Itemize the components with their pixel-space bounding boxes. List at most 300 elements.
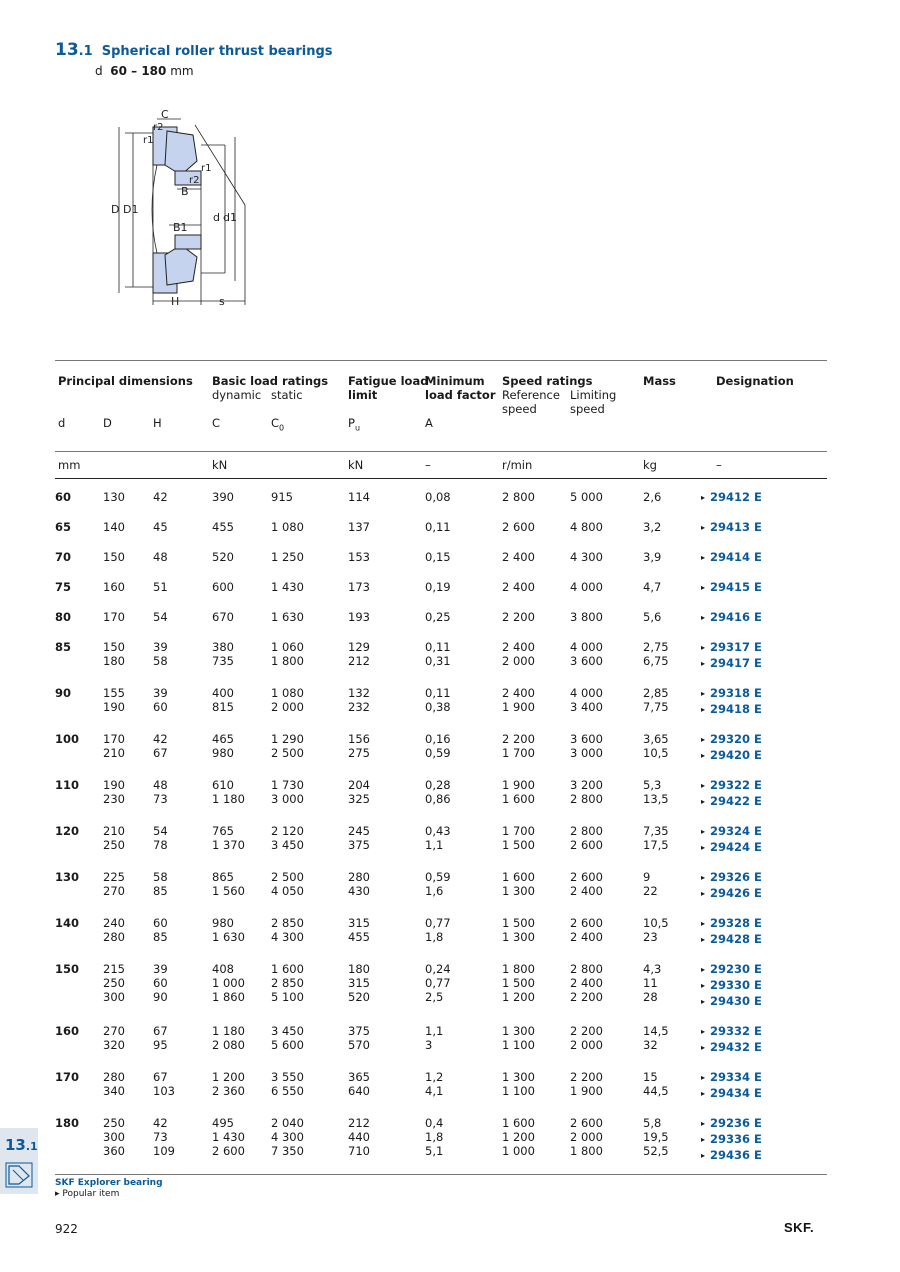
value-lim: 4 000 <box>570 686 603 700</box>
designation-line <box>701 1070 827 1086</box>
value-A: 2,5 <box>425 990 444 1004</box>
value-D: 190 <box>103 778 125 792</box>
value-C0: 5 100 <box>271 990 304 1004</box>
designation-link[interactable]: 29430 E <box>710 994 762 1008</box>
cell-C0 <box>271 824 348 870</box>
cell-Pu <box>348 520 425 550</box>
label-r2: r2 <box>153 122 164 133</box>
table-row <box>55 686 827 732</box>
thrust-bearing-icon <box>5 1162 33 1188</box>
value-ref: 1 700 <box>502 824 535 838</box>
unit-kN-ratings: kN <box>212 458 228 472</box>
cell-C <box>212 962 271 1024</box>
cell-lim <box>570 1116 643 1178</box>
value-C0: 1 600 <box>271 962 304 976</box>
value-H: 42 <box>153 490 168 504</box>
header-reference-speed: Reference speed <box>502 388 560 416</box>
cell-A <box>425 490 502 520</box>
table-row <box>55 520 827 550</box>
bearing-data-table <box>55 490 827 1178</box>
value-ref: 2 400 <box>502 550 535 564</box>
designation-cell <box>701 580 827 610</box>
value-C0: 1 250 <box>271 550 304 564</box>
value-mass: 3,65 <box>643 732 669 746</box>
value-Pu: 129 <box>348 640 370 654</box>
bore-diameter-cell: 60 <box>55 490 72 504</box>
cell-H <box>153 732 212 778</box>
value-lim: 2 000 <box>570 1130 603 1144</box>
value-C: 2 600 <box>212 1144 245 1158</box>
value-C: 600 <box>212 580 234 594</box>
bore-diameter-cell: 140 <box>55 916 80 930</box>
value-ref: 1 500 <box>502 976 535 990</box>
value-A: 0,16 <box>425 732 451 746</box>
designation-line <box>701 640 827 656</box>
value-Pu: 710 <box>348 1144 370 1158</box>
value-A: 0,11 <box>425 640 451 654</box>
popular-item-icon: ▸ <box>701 1027 706 1036</box>
bore-diameter-cell: 85 <box>55 640 72 654</box>
value-lim: 2 800 <box>570 962 603 976</box>
value-mass: 15 <box>643 1070 658 1084</box>
bore-diameter-cell: 150 <box>55 962 80 976</box>
table-row <box>55 732 827 778</box>
value-C0: 4 050 <box>271 884 304 898</box>
value-A: 0,77 <box>425 976 451 990</box>
designation-line <box>701 748 827 764</box>
popular-item-icon: ▸ <box>701 873 706 882</box>
designation-link[interactable]: 29414 E <box>710 550 762 564</box>
section-title: Spherical roller thrust bearings <box>101 44 333 59</box>
cell-C0 <box>271 1070 348 1116</box>
value-D: 170 <box>103 610 125 624</box>
side-tab-number: 13.1 <box>5 1136 38 1154</box>
value-D: 210 <box>103 746 125 760</box>
value-ref: 1 100 <box>502 1084 535 1098</box>
value-H: 39 <box>153 686 168 700</box>
designation-cell <box>701 870 827 916</box>
popular-item-icon: ▸ <box>701 997 706 1006</box>
designation-link[interactable]: 29413 E <box>710 520 762 534</box>
designation-line <box>701 870 827 886</box>
value-D: 150 <box>103 640 125 654</box>
value-lim: 3 800 <box>570 610 603 624</box>
cell-ref <box>502 550 570 580</box>
value-mass: 4,3 <box>643 962 662 976</box>
value-H: 60 <box>153 916 168 930</box>
bearing-cross-section-drawing <box>105 105 255 310</box>
value-A: 0,4 <box>425 1116 444 1130</box>
cell-D <box>103 824 153 870</box>
cell-D <box>103 732 153 778</box>
cell-mass <box>643 732 701 778</box>
label-d1: d1 <box>223 211 237 224</box>
popular-item-icon: ▸ <box>701 1089 706 1098</box>
cell-ref <box>502 640 570 686</box>
value-H: 39 <box>153 962 168 976</box>
cell-A <box>425 778 502 824</box>
designation-line <box>701 840 827 856</box>
designation-link[interactable]: 29334 E <box>710 1070 762 1084</box>
table-row <box>55 824 827 870</box>
designation-line <box>701 1024 827 1040</box>
designation-link[interactable]: 29318 E <box>710 686 762 700</box>
cell-C0 <box>271 490 348 520</box>
cell-H <box>153 778 212 824</box>
cell-A <box>425 610 502 640</box>
cell-A <box>425 870 502 916</box>
value-D: 300 <box>103 1130 125 1144</box>
value-Pu: 173 <box>348 580 370 594</box>
value-mass: 3,2 <box>643 520 662 534</box>
cell-ref <box>502 916 570 962</box>
cell-D <box>103 686 153 732</box>
value-lim: 2 400 <box>570 884 603 898</box>
designation-link[interactable]: 29328 E <box>710 916 762 930</box>
cell-ref <box>502 962 570 1024</box>
value-Pu: 193 <box>348 610 370 624</box>
cell-Pu <box>348 1024 425 1070</box>
value-H: 45 <box>153 520 168 534</box>
designation-link[interactable]: 29418 E <box>710 702 762 716</box>
value-C0: 2 850 <box>271 976 304 990</box>
symbol-A: A <box>425 416 433 430</box>
value-D: 130 <box>103 490 125 504</box>
value-C0: 3 450 <box>271 1024 304 1038</box>
cell-D <box>103 580 153 610</box>
cell-mass <box>643 824 701 870</box>
designation-link[interactable]: 29420 E <box>710 748 762 762</box>
designation-line <box>701 962 827 978</box>
header-principal-dimensions: Principal dimensions <box>58 374 193 388</box>
value-C: 465 <box>212 732 234 746</box>
designation-link[interactable]: 29436 E <box>710 1148 762 1162</box>
cell-lim <box>570 916 643 962</box>
cell-C <box>212 520 271 550</box>
designation-link[interactable]: 29236 E <box>710 1116 762 1130</box>
value-C: 408 <box>212 962 234 976</box>
designation-link[interactable]: 29416 E <box>710 610 762 624</box>
cell-mass <box>643 580 701 610</box>
value-C0: 5 600 <box>271 1038 304 1052</box>
value-ref: 1 300 <box>502 1070 535 1084</box>
value-Pu: 315 <box>348 916 370 930</box>
value-C: 735 <box>212 654 234 668</box>
designation-cell <box>701 520 827 550</box>
value-lim: 2 200 <box>570 990 603 1004</box>
value-lim: 3 600 <box>570 732 603 746</box>
value-A: 0,11 <box>425 686 451 700</box>
value-mass: 2,75 <box>643 640 669 654</box>
value-H: 60 <box>153 700 168 714</box>
value-lim: 4 000 <box>570 580 603 594</box>
designation-cell <box>701 1070 827 1116</box>
label-B: B <box>181 185 189 198</box>
label-s: s <box>219 295 225 308</box>
section-side-tab <box>0 1128 38 1194</box>
cell-C <box>212 640 271 686</box>
value-mass: 13,5 <box>643 792 669 806</box>
designation-link[interactable]: 29322 E <box>710 778 762 792</box>
value-H: 85 <box>153 884 168 898</box>
value-mass: 44,5 <box>643 1084 669 1098</box>
designation-line <box>701 932 827 948</box>
value-C0: 2 000 <box>271 700 304 714</box>
table-row <box>55 870 827 916</box>
value-D: 140 <box>103 520 125 534</box>
designation-line <box>701 1132 827 1148</box>
cell-lim <box>570 732 643 778</box>
designation-cell <box>701 916 827 962</box>
unit-dash-designation: – <box>716 458 722 472</box>
value-ref: 1 100 <box>502 1038 535 1052</box>
cell-Pu <box>348 580 425 610</box>
value-C: 455 <box>212 520 234 534</box>
table-row <box>55 778 827 824</box>
value-mass: 5,6 <box>643 610 662 624</box>
cell-mass <box>643 686 701 732</box>
value-ref: 1 600 <box>502 1116 535 1130</box>
cell-C0 <box>271 640 348 686</box>
table-row <box>55 916 827 962</box>
cell-mass <box>643 916 701 962</box>
value-A: 0,59 <box>425 870 451 884</box>
value-H: 103 <box>153 1084 175 1098</box>
cell-H <box>153 490 212 520</box>
cell-Pu <box>348 824 425 870</box>
table-row <box>55 962 827 1024</box>
cell-A <box>425 1024 502 1070</box>
value-A: 0,77 <box>425 916 451 930</box>
value-ref: 1 200 <box>502 990 535 1004</box>
cell-lim <box>570 962 643 1024</box>
designation-link[interactable]: 29330 E <box>710 978 762 992</box>
designation-link[interactable]: 29336 E <box>710 1132 762 1146</box>
designation-link[interactable]: 29432 E <box>710 1040 762 1054</box>
cell-H <box>153 916 212 962</box>
value-A: 0,38 <box>425 700 451 714</box>
value-lim: 2 600 <box>570 1116 603 1130</box>
cell-D <box>103 962 153 1024</box>
value-mass: 22 <box>643 884 658 898</box>
designation-link[interactable]: 29320 E <box>710 732 762 746</box>
value-D: 150 <box>103 550 125 564</box>
value-Pu: 365 <box>348 1070 370 1084</box>
value-ref: 2 600 <box>502 520 535 534</box>
cell-C0 <box>271 870 348 916</box>
value-Pu: 315 <box>348 976 370 990</box>
popular-item-icon: ▸ <box>701 751 706 760</box>
designation-line <box>701 702 827 718</box>
value-mass: 10,5 <box>643 916 669 930</box>
value-C0: 4 300 <box>271 1130 304 1144</box>
cell-mass <box>643 962 701 1024</box>
cell-A <box>425 962 502 1024</box>
value-D: 230 <box>103 792 125 806</box>
designation-link[interactable]: 29424 E <box>710 840 762 854</box>
value-A: 1,6 <box>425 884 444 898</box>
cell-D <box>103 916 153 962</box>
value-ref: 2 800 <box>502 490 535 504</box>
cell-Pu <box>348 610 425 640</box>
designation-link[interactable]: 29412 E <box>710 490 762 504</box>
table-row <box>55 1070 827 1116</box>
cell-ref <box>502 686 570 732</box>
value-A: 3 <box>425 1038 433 1052</box>
cell-Pu <box>348 962 425 1024</box>
designation-cell <box>701 732 827 778</box>
cell-C0 <box>271 610 348 640</box>
value-lim: 2 800 <box>570 824 603 838</box>
label-C: C <box>161 108 169 121</box>
designation-line <box>701 1040 827 1056</box>
value-D: 280 <box>103 930 125 944</box>
header-basic-load-ratings: Basic load ratings <box>212 374 329 388</box>
designation-line <box>701 732 827 748</box>
designation-link[interactable]: 29332 E <box>710 1024 762 1038</box>
value-ref: 1 700 <box>502 746 535 760</box>
cell-lim <box>570 778 643 824</box>
cell-C <box>212 1116 271 1178</box>
cell-C <box>212 490 271 520</box>
cell-C <box>212 1024 271 1070</box>
value-D: 250 <box>103 1116 125 1130</box>
table-row <box>55 640 827 686</box>
designation-link[interactable]: 29415 E <box>710 580 762 594</box>
cell-C0 <box>271 916 348 962</box>
value-C: 1 430 <box>212 1130 245 1144</box>
symbol-d: d <box>58 416 66 430</box>
label-r2-inner: r2 <box>189 175 200 186</box>
popular-item-icon: ▸ <box>701 781 706 790</box>
designation-link[interactable]: 29417 E <box>710 656 762 670</box>
value-D: 360 <box>103 1144 125 1158</box>
cell-H <box>153 824 212 870</box>
popular-item-icon: ▸ <box>701 827 706 836</box>
value-C0: 1 060 <box>271 640 304 654</box>
cell-A <box>425 580 502 610</box>
value-D: 155 <box>103 686 125 700</box>
value-ref: 2 400 <box>502 580 535 594</box>
cell-A <box>425 686 502 732</box>
value-D: 160 <box>103 580 125 594</box>
table-row <box>55 490 827 520</box>
cell-C0 <box>271 1024 348 1070</box>
designation-link[interactable]: 29324 E <box>710 824 762 838</box>
symbol-C: C <box>212 416 221 430</box>
symbol-Pu: $P_u$ <box>348 416 361 433</box>
popular-item-icon: ▸ <box>701 659 706 668</box>
cell-C0 <box>271 778 348 824</box>
value-C: 670 <box>212 610 234 624</box>
popular-item-icon: ▸ <box>701 919 706 928</box>
value-Pu: 232 <box>348 700 370 714</box>
designation-link[interactable]: 29422 E <box>710 794 762 808</box>
cell-ref <box>502 1070 570 1116</box>
value-A: 0,28 <box>425 778 451 792</box>
value-Pu: 570 <box>348 1038 370 1052</box>
value-Pu: 204 <box>348 778 370 792</box>
cell-C0 <box>271 1116 348 1178</box>
value-C0: 3 450 <box>271 838 304 852</box>
value-C: 2 080 <box>212 1038 245 1052</box>
value-H: 109 <box>153 1144 175 1158</box>
cell-C <box>212 686 271 732</box>
bore-diameter-cell: 120 <box>55 824 80 838</box>
designation-link[interactable]: 29426 E <box>710 886 762 900</box>
cell-H <box>153 520 212 550</box>
value-Pu: 137 <box>348 520 370 534</box>
cell-ref <box>502 870 570 916</box>
designation-line <box>701 686 827 702</box>
popular-item-icon: ▸ <box>701 553 706 562</box>
value-D: 215 <box>103 962 125 976</box>
popular-item-icon: ▸ <box>701 965 706 974</box>
value-lim: 3 600 <box>570 654 603 668</box>
value-lim: 2 200 <box>570 1070 603 1084</box>
cell-D <box>103 778 153 824</box>
table-top-rule <box>55 360 827 361</box>
cell-ref <box>502 610 570 640</box>
value-H: 95 <box>153 1038 168 1052</box>
designation-link[interactable]: 29428 E <box>710 932 762 946</box>
cell-Pu <box>348 732 425 778</box>
cell-C <box>212 580 271 610</box>
section-heading <box>55 40 333 60</box>
designation-line <box>701 1086 827 1102</box>
value-C0: 1 080 <box>271 686 304 700</box>
cell-mass <box>643 550 701 580</box>
designation-link[interactable]: 29317 E <box>710 640 762 654</box>
cell-D <box>103 640 153 686</box>
value-C: 815 <box>212 700 234 714</box>
value-Pu: 440 <box>348 1130 370 1144</box>
designation-cell <box>701 490 827 520</box>
value-A: 0,19 <box>425 580 451 594</box>
table-row <box>55 550 827 580</box>
table-row <box>55 580 827 610</box>
value-ref: 1 900 <box>502 778 535 792</box>
value-A: 1,2 <box>425 1070 444 1084</box>
value-A: 0,15 <box>425 550 451 564</box>
cell-A <box>425 550 502 580</box>
value-Pu: 280 <box>348 870 370 884</box>
value-C: 865 <box>212 870 234 884</box>
popular-item-icon: ▸ <box>701 889 706 898</box>
designation-line <box>701 916 827 932</box>
cell-C <box>212 610 271 640</box>
cell-ref <box>502 1024 570 1070</box>
designation-cell <box>701 962 827 1024</box>
value-C0: 1 630 <box>271 610 304 624</box>
value-H: 48 <box>153 550 168 564</box>
value-H: 54 <box>153 824 168 838</box>
cell-C0 <box>271 550 348 580</box>
value-C0: 1 290 <box>271 732 304 746</box>
value-lim: 2 600 <box>570 838 603 852</box>
designation-link[interactable]: 29434 E <box>710 1086 762 1100</box>
designation-link[interactable]: 29230 E <box>710 962 762 976</box>
value-lim: 2 600 <box>570 870 603 884</box>
value-lim: 2 400 <box>570 976 603 990</box>
designation-link[interactable]: 29326 E <box>710 870 762 884</box>
value-C0: 1 730 <box>271 778 304 792</box>
cell-C <box>212 778 271 824</box>
bore-diameter-cell: 160 <box>55 1024 80 1038</box>
symbol-H: H <box>153 416 162 430</box>
popular-item-icon: ▸ <box>701 613 706 622</box>
value-H: 58 <box>153 870 168 884</box>
